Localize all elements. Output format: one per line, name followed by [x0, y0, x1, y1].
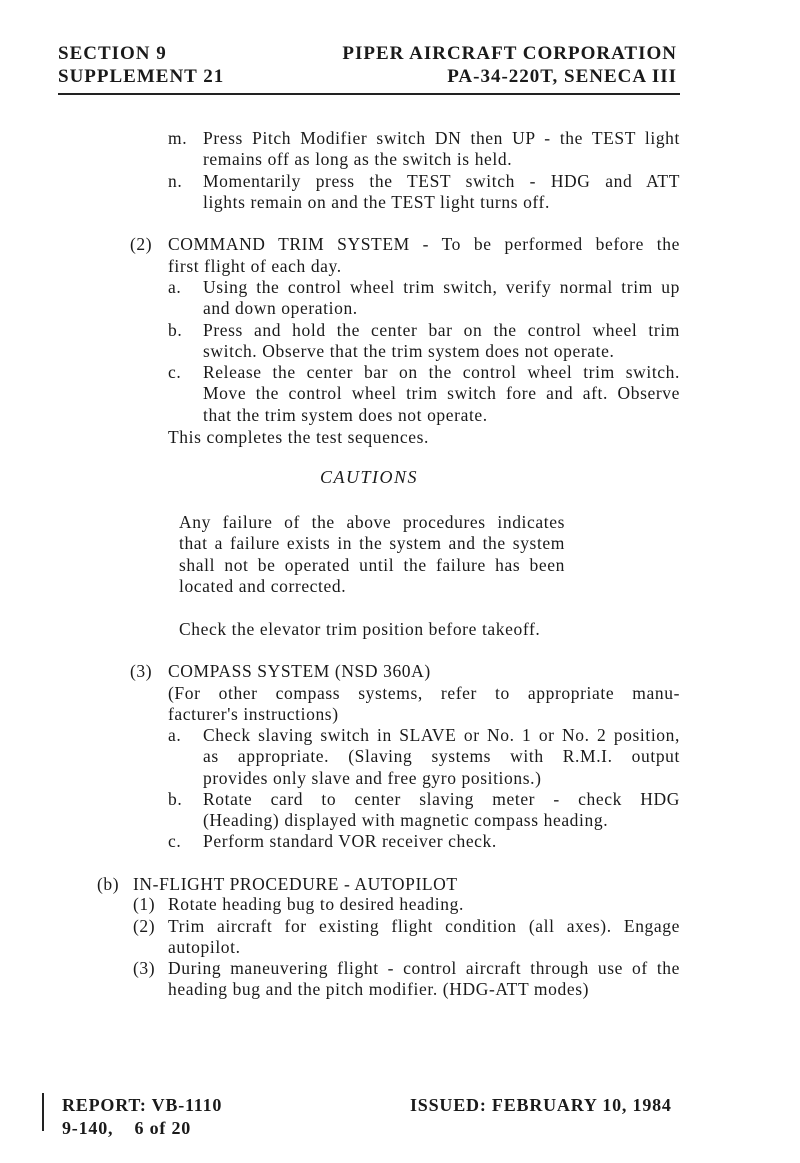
- step-3a-line: as appropriate. (Slaving systems with R.M.I. output: [203, 746, 680, 766]
- step-b2-line: autopilot.: [168, 937, 241, 957]
- step-n-line: Momentarily press the TEST switch - HDG and ATT: [203, 171, 680, 191]
- list-marker: a.: [168, 277, 182, 297]
- list-marker: n.: [168, 171, 183, 191]
- list-marker: b.: [168, 320, 183, 340]
- step-3c-line: Perform standard VOR receiver check.: [203, 831, 497, 851]
- header-rule: [58, 93, 680, 95]
- step-3b-line: (Heading) displayed with magnetic compass heading.: [203, 810, 609, 830]
- step-n-line: lights remain on and the TEST light turns off.: [203, 192, 550, 212]
- page-number: 9-140,: [62, 1118, 114, 1138]
- step-2b-line: Press and hold the center bar on the control wheel trim: [203, 320, 680, 340]
- step-3a-line: Check slaving switch in SLAVE or No. 1 or No. 2 position,: [203, 725, 680, 745]
- compass-system-line: facturer's instructions): [168, 704, 339, 724]
- caution-line: that a failure exists in the system and the system: [179, 533, 565, 553]
- caution-line: Check the elevator trim position before takeoff.: [179, 619, 541, 639]
- cautions-title: CAUTIONS: [320, 467, 419, 487]
- page-header-left: [58, 42, 224, 88]
- list-marker: a.: [168, 725, 182, 745]
- step-3a-line: provides only slave and free gyro positions.): [203, 768, 542, 788]
- step-2c-line: that the trim system does not operate.: [203, 405, 488, 425]
- command-trim-line: first flight of each day.: [168, 256, 342, 276]
- issue-date: ISSUED: FEBRUARY 10, 1984: [410, 1095, 672, 1115]
- section-label: SECTION 9: [58, 43, 167, 64]
- step-b1-line: Rotate heading bug to desired heading.: [168, 894, 464, 914]
- compass-system-line: (For other compass systems, refer to appropriate manu-: [168, 683, 680, 703]
- step-2b-line: switch. Observe that the trim system does not operate.: [203, 341, 615, 361]
- page-of: 6 of 20: [134, 1118, 192, 1138]
- step-b2-line: Trim aircraft for existing flight condition (all axes). Engage: [168, 916, 680, 936]
- step-2a-line: Using the control wheel trim switch, verify normal trim up: [203, 277, 680, 297]
- command-trim-heading: COMMAND TRIM SYSTEM - To be performed before the: [168, 234, 680, 254]
- completion-note: This completes the test sequences.: [168, 427, 429, 447]
- caution-line: shall not be operated until the failure has been: [179, 555, 565, 575]
- compass-system-heading: COMPASS SYSTEM (NSD 360A): [168, 661, 431, 681]
- list-marker: (1): [133, 894, 156, 914]
- list-marker: b.: [168, 789, 183, 809]
- step-b3-line: During maneuvering flight - control aircraft through use of the: [168, 958, 680, 978]
- page-header-right: [340, 42, 677, 88]
- section-marker: (2): [130, 234, 153, 254]
- step-2c-line: Move the control wheel trim switch fore and aft. Observe: [203, 383, 680, 403]
- page-number-line: [62, 1117, 222, 1140]
- step-2c-line: Release the center bar on the control wheel trim switch.: [203, 362, 680, 382]
- step-3b-line: Rotate card to center slaving meter - check HDG: [203, 789, 680, 809]
- list-marker: m.: [168, 128, 188, 148]
- caution-line: Any failure of the above procedures indicates: [179, 512, 565, 532]
- step-2a-line: and down operation.: [203, 298, 358, 318]
- company-name: PIPER AIRCRAFT CORPORATION: [342, 43, 677, 64]
- supplement-label: SUPPLEMENT 21: [58, 66, 225, 87]
- list-marker: c.: [168, 831, 182, 851]
- section-marker: (b): [97, 874, 120, 894]
- list-marker: (3): [133, 958, 156, 978]
- section-marker: (3): [130, 661, 153, 681]
- aircraft-model: PA-34-220T, SENECA III: [447, 66, 677, 87]
- report-number: REPORT: VB-1110: [62, 1095, 223, 1115]
- page-footer-left: [62, 1094, 222, 1140]
- list-marker: (2): [133, 916, 156, 936]
- caution-line: located and corrected.: [179, 576, 347, 596]
- change-bar: [42, 1093, 44, 1131]
- list-marker: c.: [168, 362, 182, 382]
- step-m-line: remains off as long as the switch is held.: [203, 149, 513, 169]
- step-m-line: Press Pitch Modifier switch DN then UP - the TEST light: [203, 128, 680, 148]
- step-b3-line: heading bug and the pitch modifier. (HDG-ATT modes): [168, 979, 590, 999]
- inflight-procedure-heading: IN-FLIGHT PROCEDURE - AUTOPILOT: [133, 874, 458, 894]
